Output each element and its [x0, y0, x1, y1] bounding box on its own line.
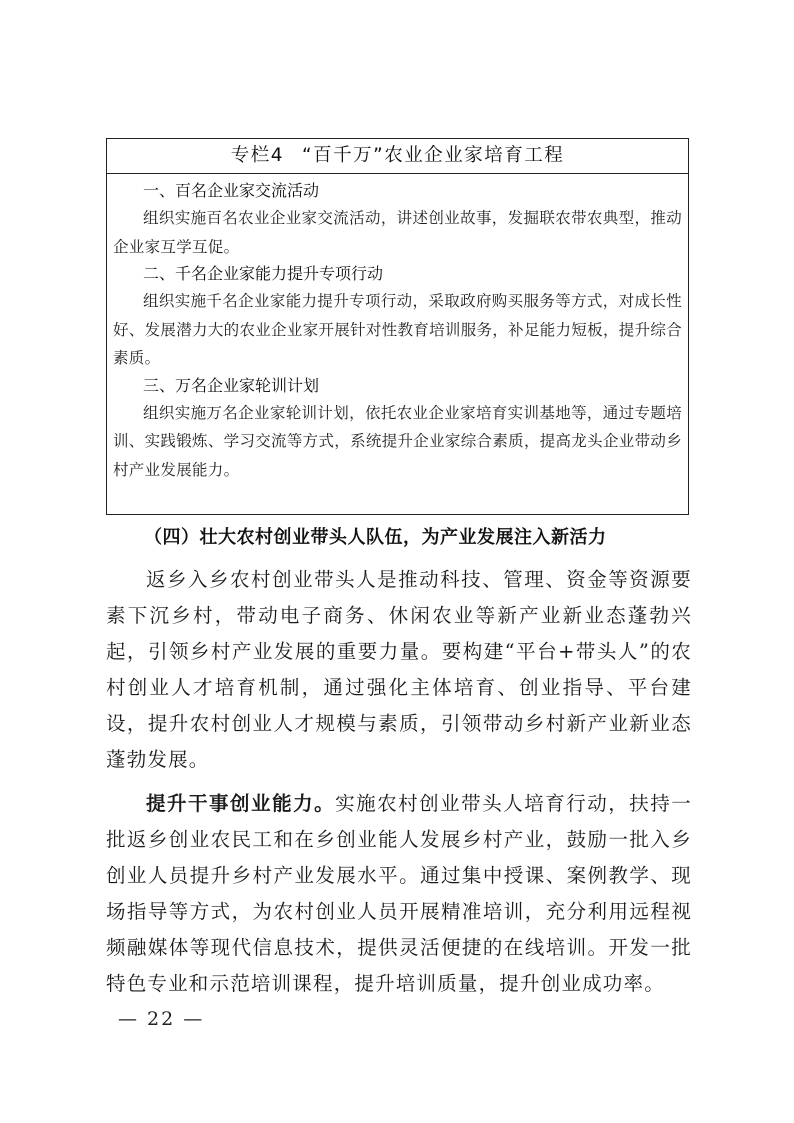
section-heading-1: 一、百名企业家交流活动 — [143, 181, 320, 200]
body-paragraph-2 — [106, 786, 692, 1002]
main-content — [106, 520, 692, 1002]
section-heading-3: 三、万名企业家轮训计划 — [143, 375, 320, 395]
body-paragraph-1: 返乡入乡农村创业带头人是推动科技、管理、资金等资源要素下沉乡村，带动电子商务、休闲农业等新产业新业态蓬勃兴起，引领乡村产业发展的重要力量。要构建“平台+带头人”的农村创业人才培育机制，通过强化主体培育、创业指导、平台建设，提升农村创业人才规模与素质，引领带动乡村新产业新业态蓬勃发展。 — [106, 568, 692, 771]
column-title-text: “百千万”农业企业家培育工程 — [302, 145, 565, 166]
section-subheading: （四）壮大农村创业带头人队伍，为产业发展注入新活力 — [144, 527, 607, 548]
section-text-3: 组织实施万名企业家轮训计划，依托农业企业家培育实训基地等，通过专题培训、实践锻炼、学习交流等方式，系统提升企业家综合素质，提高龙头企业带动乡村产业发展能力。 — [113, 403, 682, 479]
column-box-title — [107, 139, 688, 174]
section-text-1: 组织实施百名农业企业家交流活动，讲述创业故事，发掘联农带农典型，推动企业家互学互促。 — [113, 209, 682, 256]
paragraph-2-text: 实施农村创业带头人培育行动，扶持一批返乡创业农民工和在乡创业能人发展乡村产业，鼓励一批入乡创业人员提升乡村产业发展水平。通过集中授课、案例教学、现场指导等方式，为农村创业人员开展精准培训，充分利用远程视频融媒体等现代信息技术，提供灵活便捷的在线培训。开发一批特色专业和示范培训课程，提升培训质量，提升创业成功率。 — [106, 792, 692, 995]
column-box-body — [107, 174, 688, 484]
section-text-2: 组织实施千名企业家能力提升专项行动，采取政府购买服务等方式，对成长性好、发展潜力大的农业企业家开展针对性教育培训服务，补足能力短板，提升综合素质。 — [113, 292, 682, 367]
page-number: — 22 — — [118, 1008, 205, 1030]
column-number: 专栏4 — [230, 145, 285, 166]
column-box — [106, 138, 689, 515]
section-heading-2: 二、千名企业家能力提升专项行动 — [143, 264, 384, 283]
paragraph-lead-phrase: 提升干事创业能力。 — [146, 792, 336, 815]
